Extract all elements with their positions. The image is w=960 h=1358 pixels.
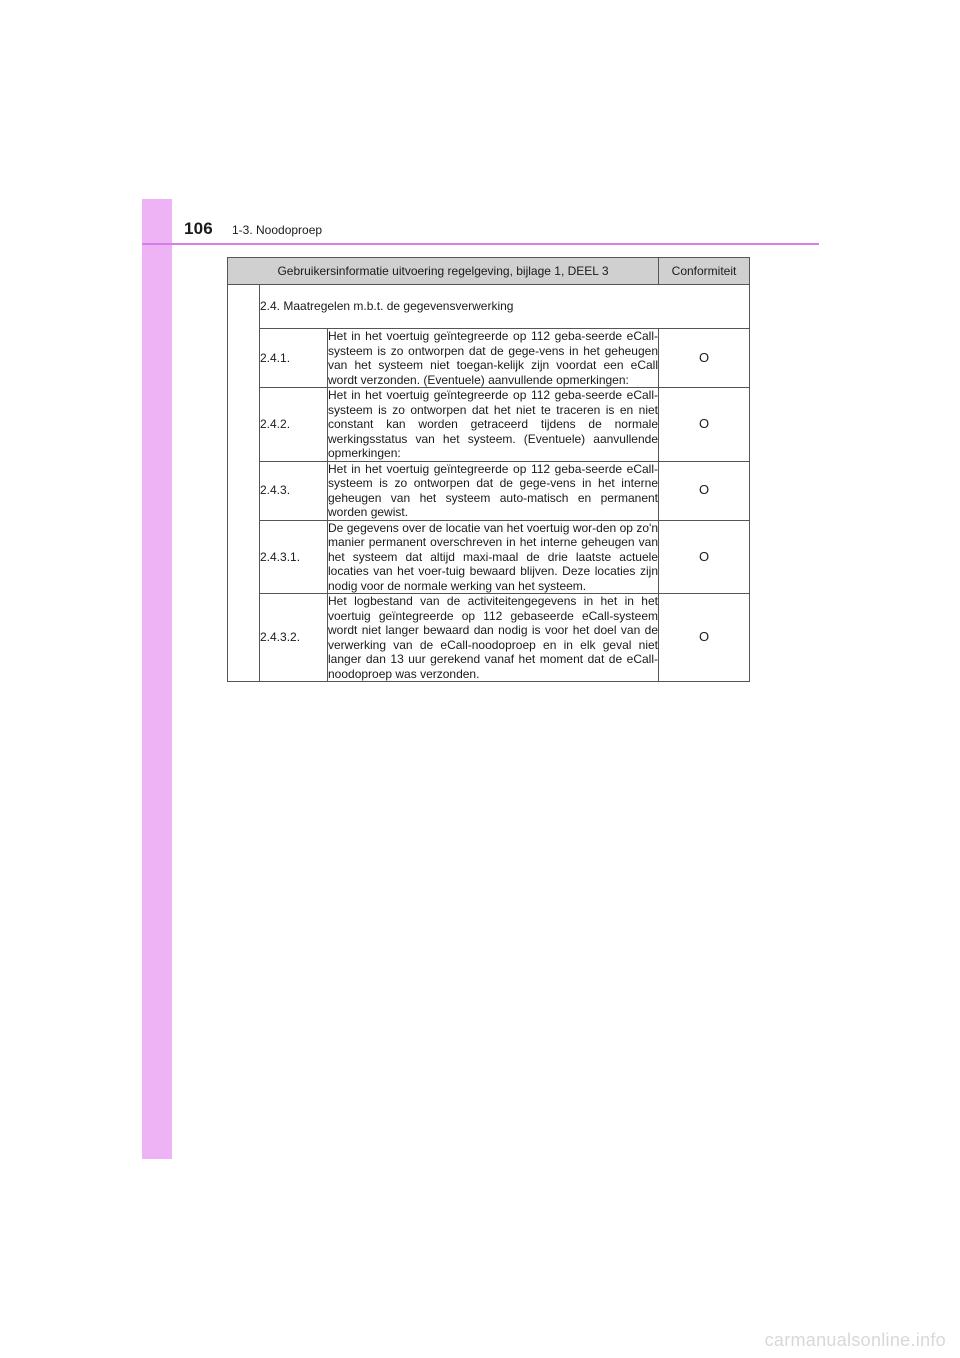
table-row (228, 388, 750, 462)
blank-indent-cell (228, 285, 260, 682)
regulation-table (227, 257, 750, 682)
group-title: 2.4. Maatregelen m.b.t. de gegevensverwerking (260, 285, 750, 329)
section-color-band (142, 199, 172, 1159)
watermark: carmanualsonline.info (764, 1330, 946, 1350)
row-number: 2.4.2. (260, 388, 328, 462)
row-conformity: O (659, 329, 750, 388)
table-row (228, 329, 750, 388)
row-conformity: O (659, 388, 750, 462)
row-description: De gegevens over de locatie van het voertuig wor-den op zo'n manier permanent overschreven in het interne geheugen van het systeem dat altijd maxi-maal de drie laatste actuele locaties van het voer-tuig bewaard blijven. Deze locaties zijn nodig voor de normale werking van het systeem. (328, 520, 658, 593)
row-number: 2.4.3. (260, 461, 328, 520)
column-header-conformity: Conformiteit (659, 258, 750, 285)
table-row (228, 461, 750, 520)
row-description: Het in het voertuig geïntegreerde op 112 geba-seerde eCall-systeem is zo ontworpen dat het niet te traceren is en niet constant kan worden getraceerd tijdens de normale werkingsstatus van het systeem. (Eventuele) aanvullende opmerkingen: (328, 388, 658, 460)
row-description: Het in het voertuig geïntegreerde op 112 geba-seerde eCall-systeem is zo ontworpen dat de gege-vens in het geheugen van het systeem niet toegan-kelijk zijn voordat een eCall wordt verzonden. (Eventuele) aanvullende opmerkingen: (328, 329, 658, 387)
row-conformity: O (659, 520, 750, 594)
row-number: 2.4.3.1. (260, 520, 328, 594)
row-conformity: O (659, 461, 750, 520)
group-row (228, 285, 750, 329)
table-header-row (228, 258, 750, 285)
table-row (228, 594, 750, 682)
row-number: 2.4.1. (260, 329, 328, 388)
header-divider (142, 243, 819, 245)
row-description: Het in het voertuig geïntegreerde op 112 geba-seerde eCall-systeem is zo ontworpen dat de gege-vens in het interne geheugen van het systeem auto-matisch en permanent worden gewist. (328, 461, 658, 519)
page-number: 106 (184, 219, 213, 238)
table-row (228, 520, 750, 594)
row-description: Het logbestand van de activiteitengegevens in het in het voertuig geïntegreerde op 112 gebaseerde eCall-systeem wordt niet langer bewaard dan nodig is voor het doel van de verwerking van de eCall-noodoproep en in elk geval niet langer dan 13 uur gerekend vanaf het moment dat de eCall-noodoproep was verzonden. (328, 594, 658, 681)
row-conformity: O (659, 594, 750, 682)
column-header-description: Gebruikersinformatie uitvoering regelgeving, bijlage 1, DEEL 3 (228, 258, 659, 285)
section-title: 1-3. Noodoproep (232, 223, 323, 237)
row-number: 2.4.3.2. (260, 594, 328, 682)
